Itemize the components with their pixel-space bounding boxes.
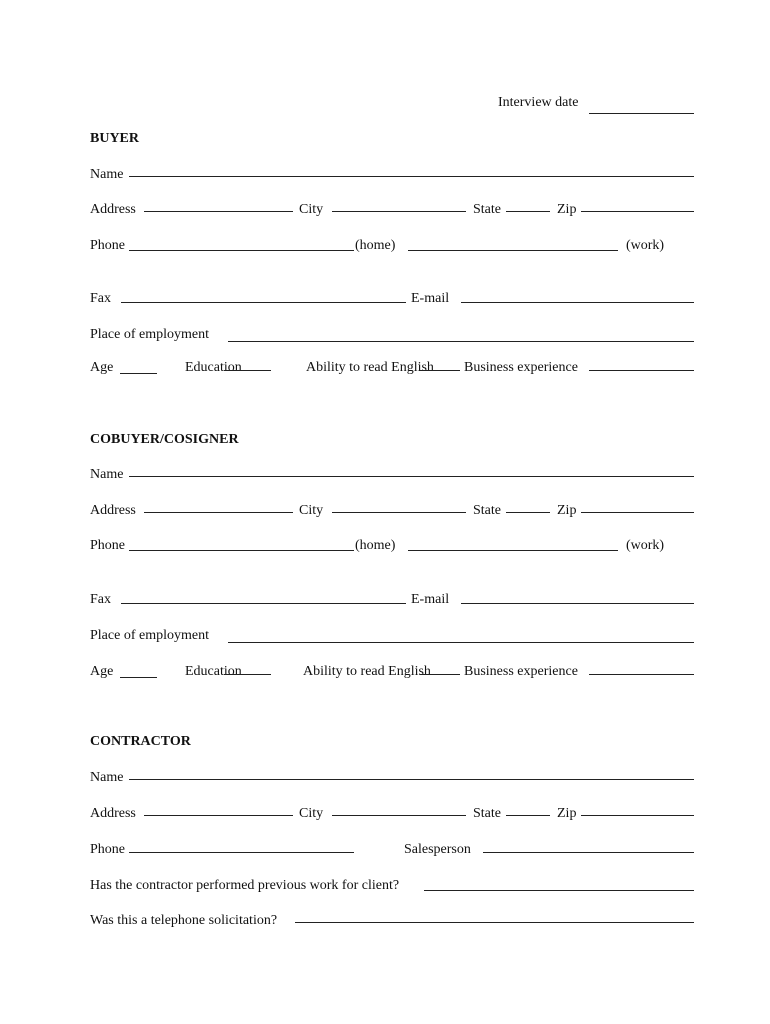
- contractor-zip-label: Zip: [557, 806, 577, 821]
- buyer-employment-field[interactable]: [228, 341, 694, 342]
- buyer-zip-field[interactable]: [581, 211, 694, 212]
- buyer-experience-field[interactable]: [589, 370, 694, 371]
- contractor-previous-work-field[interactable]: [424, 890, 694, 891]
- contractor-heading: CONTRACTOR: [90, 734, 191, 749]
- contractor-city-field[interactable]: [332, 815, 466, 816]
- contractor-name-field[interactable]: [129, 779, 694, 780]
- cobuyer-age-label: Age: [90, 664, 114, 679]
- cobuyer-state-field[interactable]: [506, 512, 550, 513]
- contractor-city-label: City: [299, 806, 324, 821]
- cobuyer-phone-label: Phone: [90, 538, 125, 553]
- cobuyer-home-phone-field[interactable]: [129, 550, 354, 551]
- contractor-state-label: State: [473, 806, 501, 821]
- cobuyer-name-field[interactable]: [129, 476, 694, 477]
- buyer-fax-field[interactable]: [121, 302, 406, 303]
- contractor-name-label: Name: [90, 770, 124, 785]
- cobuyer-name-label: Name: [90, 467, 124, 482]
- buyer-education-label: Education: [185, 360, 242, 375]
- contractor-salesperson-field[interactable]: [483, 852, 694, 853]
- buyer-name-label: Name: [90, 167, 124, 182]
- contractor-phone-label: Phone: [90, 842, 125, 857]
- buyer-english-label: Ability to read English: [306, 360, 434, 375]
- cobuyer-address-field[interactable]: [144, 512, 293, 513]
- contractor-telephone-solicitation-label: Was this a telephone solicitation?: [90, 913, 278, 928]
- cobuyer-age-field[interactable]: [120, 677, 157, 678]
- cobuyer-employment-field[interactable]: [228, 642, 694, 643]
- buyer-zip-label: Zip: [557, 202, 577, 217]
- buyer-address-label: Address: [90, 202, 136, 217]
- cobuyer-english-label: Ability to read English: [303, 664, 431, 679]
- contractor-address-field[interactable]: [144, 815, 293, 816]
- buyer-address-field[interactable]: [144, 211, 293, 212]
- buyer-home-phone-field[interactable]: [129, 250, 354, 251]
- contractor-telephone-solicitation-field[interactable]: [295, 922, 694, 923]
- buyer-experience-label: Business experience: [464, 360, 578, 375]
- cobuyer-city-label: City: [299, 503, 324, 518]
- cobuyer-city-field[interactable]: [332, 512, 466, 513]
- buyer-fax-label: Fax: [90, 291, 111, 306]
- cobuyer-english-field[interactable]: [420, 674, 460, 675]
- cobuyer-education-label: Education: [185, 664, 242, 679]
- buyer-work-phone-field[interactable]: [408, 250, 618, 251]
- buyer-employment-label: Place of employment: [90, 327, 209, 342]
- contractor-address-label: Address: [90, 806, 136, 821]
- cobuyer-address-label: Address: [90, 503, 136, 518]
- buyer-phone-label: Phone: [90, 238, 125, 253]
- buyer-email-field[interactable]: [461, 302, 694, 303]
- cobuyer-work-label: (work): [626, 538, 665, 553]
- buyer-work-label: (work): [626, 238, 665, 253]
- contractor-salesperson-label: Salesperson: [404, 842, 471, 857]
- cobuyer-experience-label: Business experience: [464, 664, 578, 679]
- contractor-phone-field[interactable]: [129, 852, 354, 853]
- buyer-heading: BUYER: [90, 131, 140, 146]
- cobuyer-fax-label: Fax: [90, 592, 111, 607]
- contractor-zip-field[interactable]: [581, 815, 694, 816]
- cobuyer-email-label: E-mail: [411, 592, 450, 607]
- cobuyer-fax-field[interactable]: [121, 603, 406, 604]
- cobuyer-heading: COBUYER/COSIGNER: [90, 432, 239, 447]
- buyer-city-label: City: [299, 202, 324, 217]
- cobuyer-experience-field[interactable]: [589, 674, 694, 675]
- contractor-previous-work-label: Has the contractor performed previous work for client?: [90, 878, 400, 893]
- buyer-name-field[interactable]: [129, 176, 694, 177]
- cobuyer-home-label: (home): [355, 538, 396, 553]
- buyer-email-label: E-mail: [411, 291, 450, 306]
- interview-date-field[interactable]: [589, 113, 694, 114]
- interview-date-label: Interview date: [498, 95, 579, 110]
- cobuyer-zip-field[interactable]: [581, 512, 694, 513]
- buyer-age-label: Age: [90, 360, 114, 375]
- buyer-city-field[interactable]: [332, 211, 466, 212]
- buyer-state-label: State: [473, 202, 501, 217]
- buyer-home-label: (home): [355, 238, 396, 253]
- cobuyer-work-phone-field[interactable]: [408, 550, 618, 551]
- cobuyer-state-label: State: [473, 503, 501, 518]
- buyer-english-field[interactable]: [420, 370, 460, 371]
- contractor-state-field[interactable]: [506, 815, 550, 816]
- cobuyer-zip-label: Zip: [557, 503, 577, 518]
- cobuyer-email-field[interactable]: [461, 603, 694, 604]
- buyer-age-field[interactable]: [120, 373, 157, 374]
- buyer-state-field[interactable]: [506, 211, 550, 212]
- cobuyer-employment-label: Place of employment: [90, 628, 209, 643]
- cobuyer-education-field[interactable]: [224, 674, 271, 675]
- buyer-education-field[interactable]: [224, 370, 271, 371]
